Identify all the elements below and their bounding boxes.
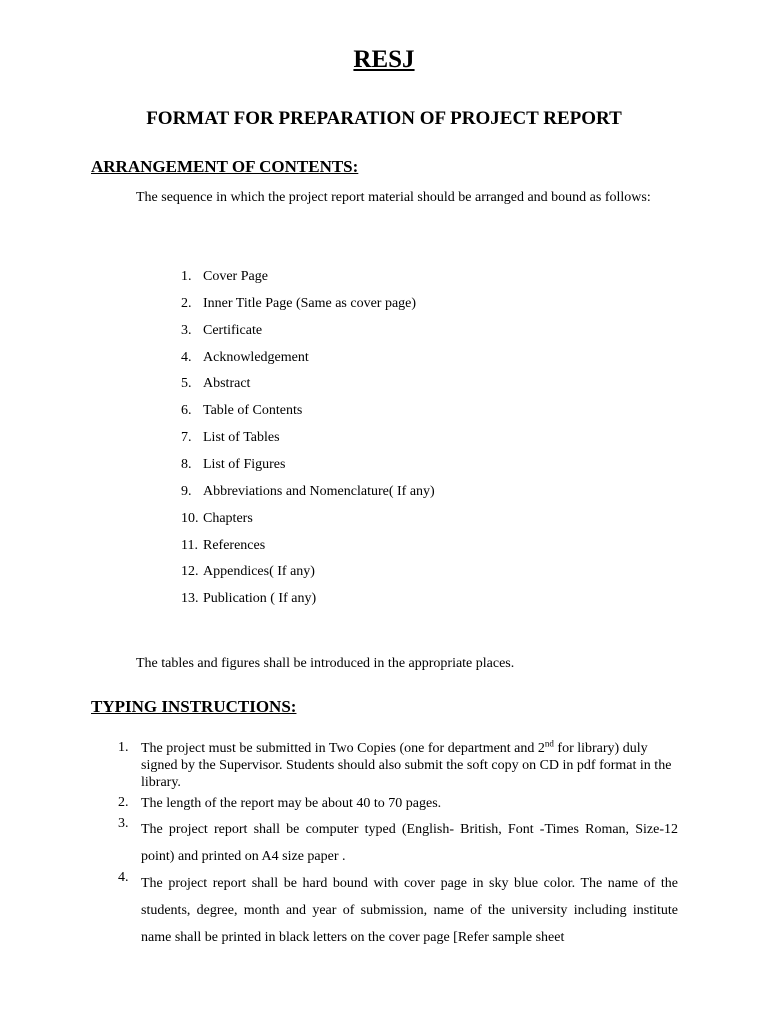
arrangement-intro: The sequence in which the project report material should be arranged and bound as follows: [136, 190, 651, 205]
list-number: 3. [181, 322, 192, 338]
list-number: 7. [181, 430, 192, 446]
tables-figures-note: The tables and figures shall be introduced in the appropriate places. [136, 656, 515, 671]
document-title: RESJ [353, 46, 415, 73]
list-text: Chapters [203, 510, 253, 526]
list-number: 4. [118, 870, 129, 885]
list-text: Abstract [203, 376, 251, 392]
list-number: 2. [118, 795, 129, 810]
list-text: Certificate [203, 322, 263, 338]
list-number: 12. [181, 564, 199, 580]
list-text: Cover Page [203, 269, 268, 284]
list-text: List of Tables [203, 430, 280, 446]
section-heading-typing: TYPING INSTRUCTIONS: [91, 697, 297, 716]
section-heading-arrangement: ARRANGEMENT OF CONTENTS: [91, 157, 359, 176]
list-number: 4. [181, 349, 192, 365]
list-text: The project report shall be computer typed (English- British, Font -Times Roman, Size-12 point) and printed on A4 size paper . [141, 822, 678, 864]
list-number: 6. [181, 403, 192, 419]
list-text: The length of the report may be about 40 to 70 pages. [141, 796, 442, 811]
list-text: The project must be submitted in Two Copies (one for department and 2nd for library) duly signed by the Supervisor. Students should also submit the soft copy on CD in pdf format in the library. [141, 738, 672, 790]
list-text: The project report shall be hard bound with cover page in sky blue color. The name of the students, degree, month and year of submission, name of the university including institute name shall be printed in black letters on the cover page [Refer sample sheet [141, 876, 678, 945]
list-number: 9. [181, 483, 192, 499]
list-number: 1. [181, 269, 192, 284]
list-number: 8. [181, 456, 192, 472]
list-text: References [203, 537, 266, 553]
document-subtitle: FORMAT FOR PREPARATION OF PROJECT REPORT [146, 108, 622, 129]
list-text: Appendices( If any) [203, 564, 315, 580]
list-text: Inner Title Page (Same as cover page) [203, 295, 417, 311]
list-number: 11. [181, 537, 198, 553]
list-number: 1. [118, 740, 129, 755]
list-text: Table of Contents [203, 403, 303, 419]
list-text: Publication ( If any) [203, 591, 317, 607]
list-text: Acknowledgement [203, 349, 309, 365]
list-number: 3. [118, 816, 129, 831]
list-number: 2. [181, 295, 192, 311]
list-text: Abbreviations and Nomenclature( If any) [203, 483, 435, 499]
list-number: 13. [181, 591, 199, 607]
list-text: List of Figures [203, 456, 286, 472]
list-number: 5. [181, 376, 192, 392]
list-number: 10. [181, 510, 199, 526]
